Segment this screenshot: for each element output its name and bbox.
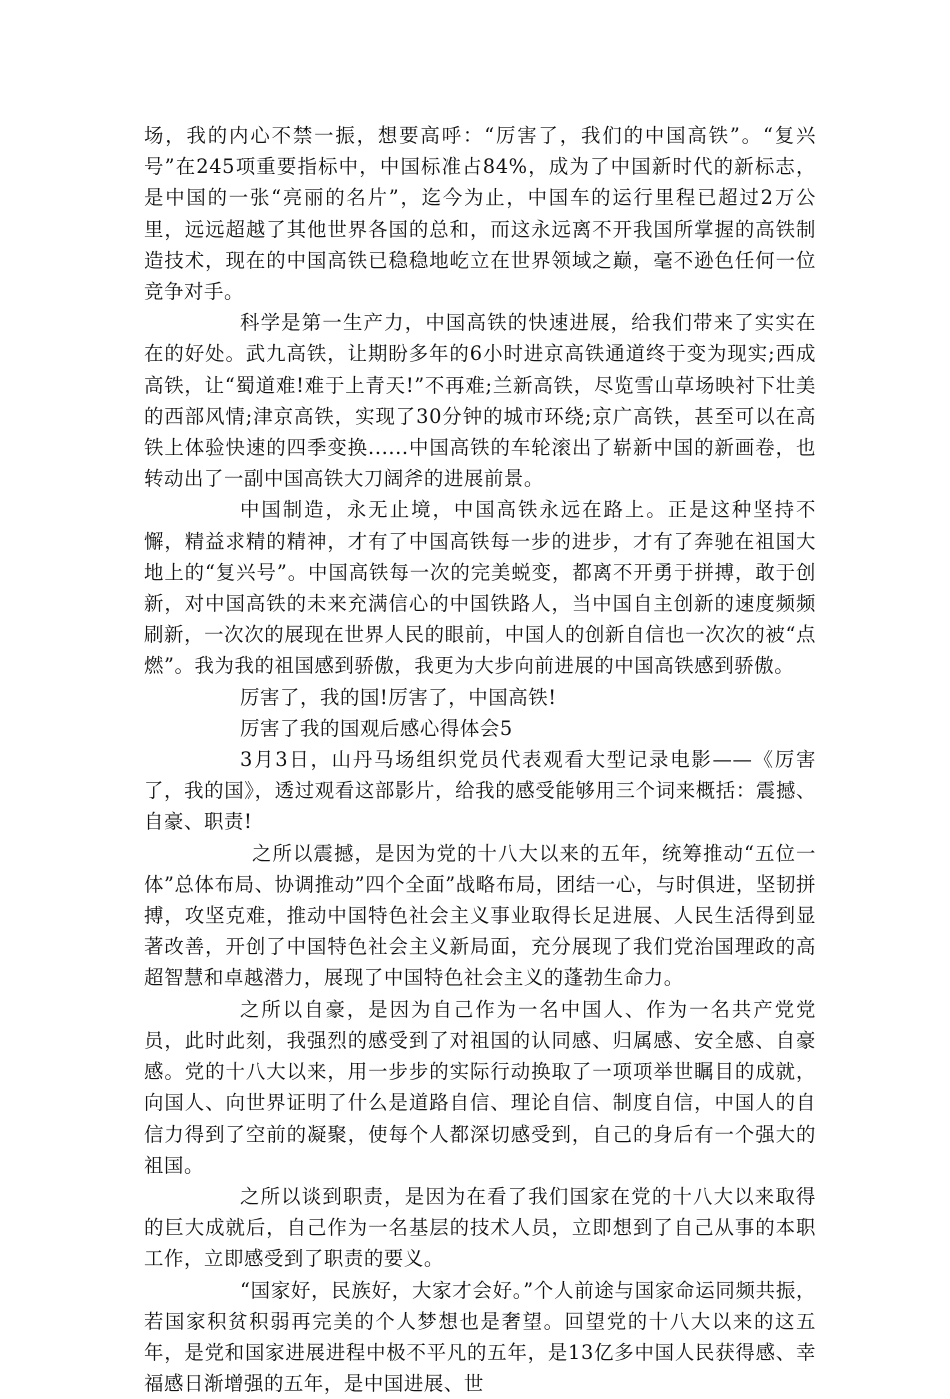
paragraph: 之所以谈到职责，是因为在看了我们国家在党的十八大以来取得的巨大成就后，自己作为一名基层的技术人员，立即想到了自己从事的本职工作，立即感受到了职责的要义。 xyxy=(144,1184,816,1271)
paragraph: 科学是第一生产力，中国高铁的快速进展，给我们带来了实实在在的好处。武九高铁，让期盼多年的6小时进京高铁通道终于变为现实;西成高铁，让“蜀道难!难于上青天!”不再难;兰新高铁，尽览雪山草场映衬下壮美的西部风情;津京高铁，实现了30分钟的城市环绕;京广高铁，甚至可以在高铁上体验快速的四季变换......中国高铁的车轮滚出了崭新中国的新画卷，也转动出了一副中国高铁大刀阔斧的进展前景。 xyxy=(144,311,816,491)
paragraph: 中国制造，永无止境，中国高铁永远在路上。正是这种坚持不懈，精益求精的精神，才有了中国高铁每一步的进步，才有了奔驰在祖国大地上的“复兴号”。中国高铁每一次的完美蜕变，都离不开勇于拼搏，敢于创新，对中国高铁的未来充满信心的中国铁路人，当中国自主创新的速度频频刷新，一次次的展现在世界人民的眼前，中国人的创新自信也一次次的被“点燃”。我为我的祖国感到骄傲，我更为大步向前进展的中国高铁感到骄傲。 xyxy=(144,498,816,678)
paragraph: “国家好，民族好，大家才会好。”个人前途与国家命运同频共振，若国家积贫积弱再完美的个人梦想也是奢望。回望党的十八大以来的这五年，是党和国家进展进程中极不平凡的五年，是13亿多中国人民获得感、幸福感日渐增强的五年，是中国进展、世 xyxy=(144,1278,816,1396)
paragraph: 之所以震撼，是因为党的十八大以来的五年，统筹推动“五位一体”总体布局、协调推动”四个全面”战略布局，团结一心，与时俱进，坚韧拼搏，攻坚克难，推动中国特色社会主义事业取得长足进展、人民生活得到显著改善，开创了中国特色社会主义新局面，充分展现了我们党治国理政的高超智慧和卓越潜力，展现了中国特色社会主义的蓬勃生命力。 xyxy=(144,841,816,990)
paragraph: 场，我的内心不禁一振，想要高呼：“厉害了，我们的中国高铁”。“复兴号”在245项重要指标中，中国标准占84%，成为了中国新时代的新标志，是中国的一张“亮丽的名片”，迄今为止，中国车的运行里程已超过2万公里，远远超越了其他世界各国的总和，而这永远离不开我国所掌握的高铁制造技术，现在的中国高铁已稳稳地屹立在世界领域之巅，毫不逊色任何一位竞争对手。 xyxy=(144,124,816,304)
paragraph: 3月3日，山丹马场组织党员代表观看大型记录电影——《厉害了，我的国》，透过观看这部影片，给我的感受能够用三个词来概括：震撼、自豪、职责! xyxy=(144,748,816,834)
paragraph: 厉害了，我的国!厉害了，中国高铁! xyxy=(240,685,557,709)
section-heading: 厉害了我的国观后感心得体会5 xyxy=(240,716,513,740)
document-page xyxy=(144,120,816,1399)
paragraph: 之所以自豪，是因为自己作为一名中国人、作为一名共产党党员，此时此刻，我强烈的感受到了对祖国的认同感、归属感、安全感、自豪感。党的十八大以来，用一步步的实际行动换取了一项项举世瞩目的成就，向国人、向世界证明了什么是道路自信、理论自信、制度自信，中国人的自信力得到了空前的凝聚，使每个人都深切感受到，自己的身后有一个强大的祖国。 xyxy=(144,997,816,1177)
